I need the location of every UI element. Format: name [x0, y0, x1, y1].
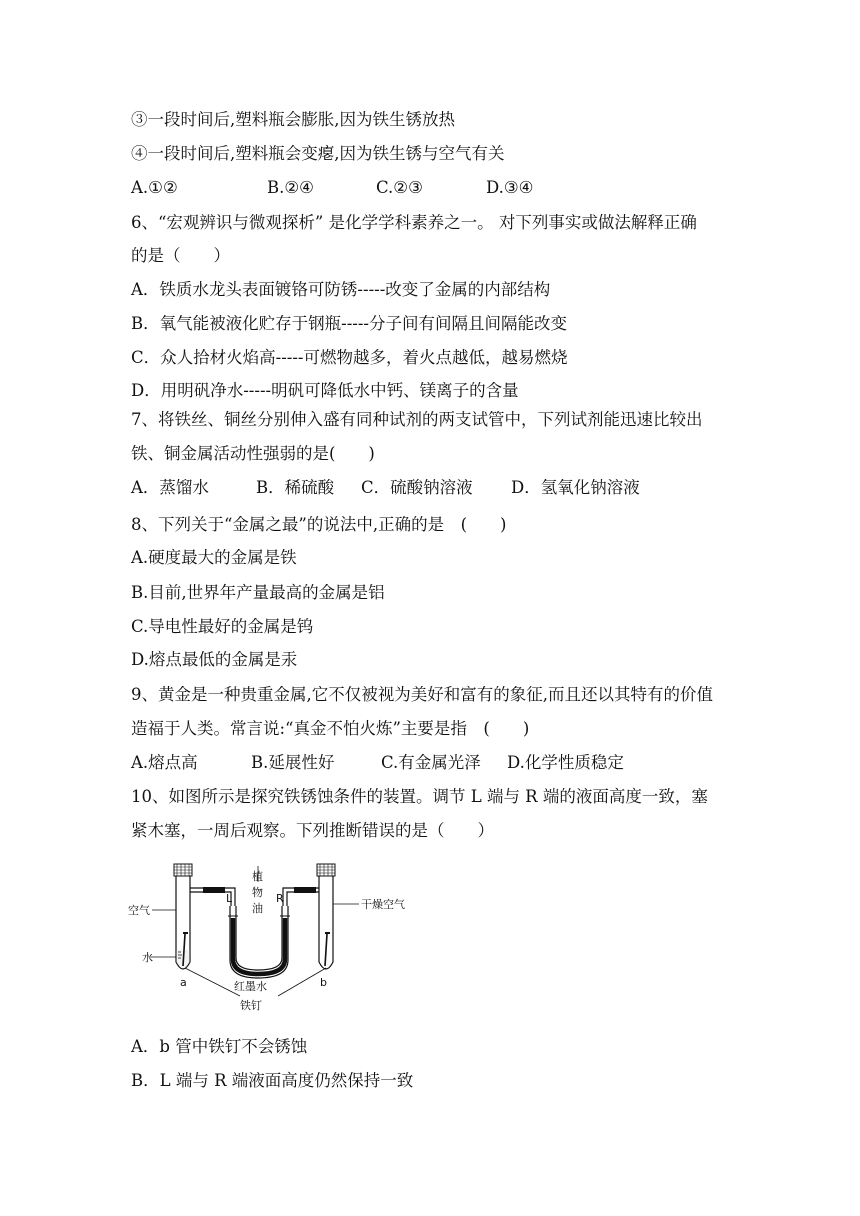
q9-option-d[interactable]: D.化学性质稳定: [507, 753, 624, 772]
q6-stem-line-1: 6、“宏观辨识与微观探析” 是化学学科素养之一。 对下列事实或做法解释正确: [131, 213, 697, 232]
q6-option-d[interactable]: D．用明矾净水-----明矾可降低水中钙、镁离子的含量: [131, 381, 519, 400]
q7-stem-line-1: 7、将铁丝、铜丝分别伸入盛有同种试剂的两支试管中，下列试剂能迅速比较出: [131, 410, 703, 429]
iron-nail-b: [325, 933, 330, 966]
q6-option-b[interactable]: B．氧气能被液化贮存于钢瓶-----分子间有间隔且间隔能改变: [131, 314, 568, 333]
q7-option-c[interactable]: C．硫酸钠溶液: [361, 478, 473, 497]
iron-rust-apparatus-figure: [128, 858, 410, 1018]
red-ink-column: [233, 918, 285, 974]
label-tube-b: b: [320, 976, 327, 989]
q7-option-d[interactable]: D．氢氧化钠溶液: [511, 478, 640, 497]
q8-option-a[interactable]: A.硬度最大的金属是铁: [131, 548, 297, 567]
q8-option-c[interactable]: C.导电性最好的金属是钨: [131, 617, 314, 636]
q6-option-a[interactable]: A．铁质水龙头表面镀铬可防锈-----改变了金属的内部结构: [131, 280, 551, 299]
label-oil-1: 植: [252, 870, 263, 883]
q10-stem-line-2: 紧木塞，一周后观察。下列推断错误的是（ ）: [131, 821, 494, 840]
label-r: R: [276, 892, 284, 905]
q5-option-c[interactable]: C.②③: [376, 178, 423, 197]
q9-stem-line-1: 9、黄金是一种贵重金属,它不仅被视为美好和富有的象征,而且还以其特有的价值: [131, 685, 713, 704]
q9-stem-line-2: 造福于人类。常言说:“真金不怕火炼”主要是指 ( ): [131, 719, 530, 738]
label-iron-nail: 铁钉: [240, 999, 262, 1012]
q6-option-c[interactable]: C．众人拾材火焰高-----可燃物越多，着火点越低，越易燃烧: [131, 348, 568, 367]
q7-options: [131, 477, 731, 499]
q5-option-b[interactable]: B.②④: [267, 178, 314, 197]
label-tube-a: a: [180, 976, 187, 989]
label-air: 空气: [128, 904, 150, 917]
q5-option-a[interactable]: A.①②: [131, 178, 178, 197]
q9-options: [131, 752, 731, 774]
q5-options: [131, 177, 731, 199]
q8-option-d[interactable]: D.熔点最低的金属是汞: [131, 650, 298, 669]
q6-stem-line-2: 的是（ ）: [131, 246, 230, 265]
q9-option-b[interactable]: B.延展性好: [251, 753, 335, 772]
q8-option-b[interactable]: B.目前,世界年产量最高的金属是铝: [131, 583, 385, 602]
label-oil-2: 物: [252, 886, 263, 899]
label-oil-3: 油: [252, 902, 263, 915]
q7-option-a[interactable]: A．蒸馏水: [131, 478, 209, 497]
u-tube-inner: [236, 906, 282, 970]
label-l: L: [226, 892, 233, 905]
q9-option-a[interactable]: A.熔点高: [131, 753, 198, 772]
q5-statement-4: ④一段时间后,塑料瓶会变瘪,因为铁生锈与空气有关: [131, 144, 505, 163]
label-water: 水: [142, 951, 153, 964]
q10-option-a[interactable]: A．b 管中铁钉不会锈蚀: [131, 1037, 308, 1056]
q8-stem: 8、下列关于“金属之最”的说法中,正确的是 ( ): [131, 515, 507, 534]
q10-option-b[interactable]: B．L 端与 R 端液面高度仍然保持一致: [131, 1071, 414, 1090]
stopper-left: [174, 864, 192, 876]
stopper-right: [317, 864, 335, 876]
q7-option-b[interactable]: B．稀硫酸: [256, 478, 335, 497]
label-red-ink: 红墨水: [234, 980, 267, 993]
q7-stem-line-2: 铁、铜金属活动性强弱的是( ): [131, 444, 375, 463]
q10-stem-line-1: 10、如图所示是探究铁锈蚀条件的装置。调节 L 端与 R 端的液面高度一致，塞: [131, 787, 708, 806]
q5-statement-3: ③一段时间后,塑料瓶会膨胀,因为铁生锈放热: [131, 110, 455, 129]
q9-option-c[interactable]: C.有金属光泽: [381, 753, 481, 772]
q5-option-d[interactable]: D.③④: [486, 178, 534, 197]
label-dry-air: 干燥空气: [361, 898, 405, 911]
